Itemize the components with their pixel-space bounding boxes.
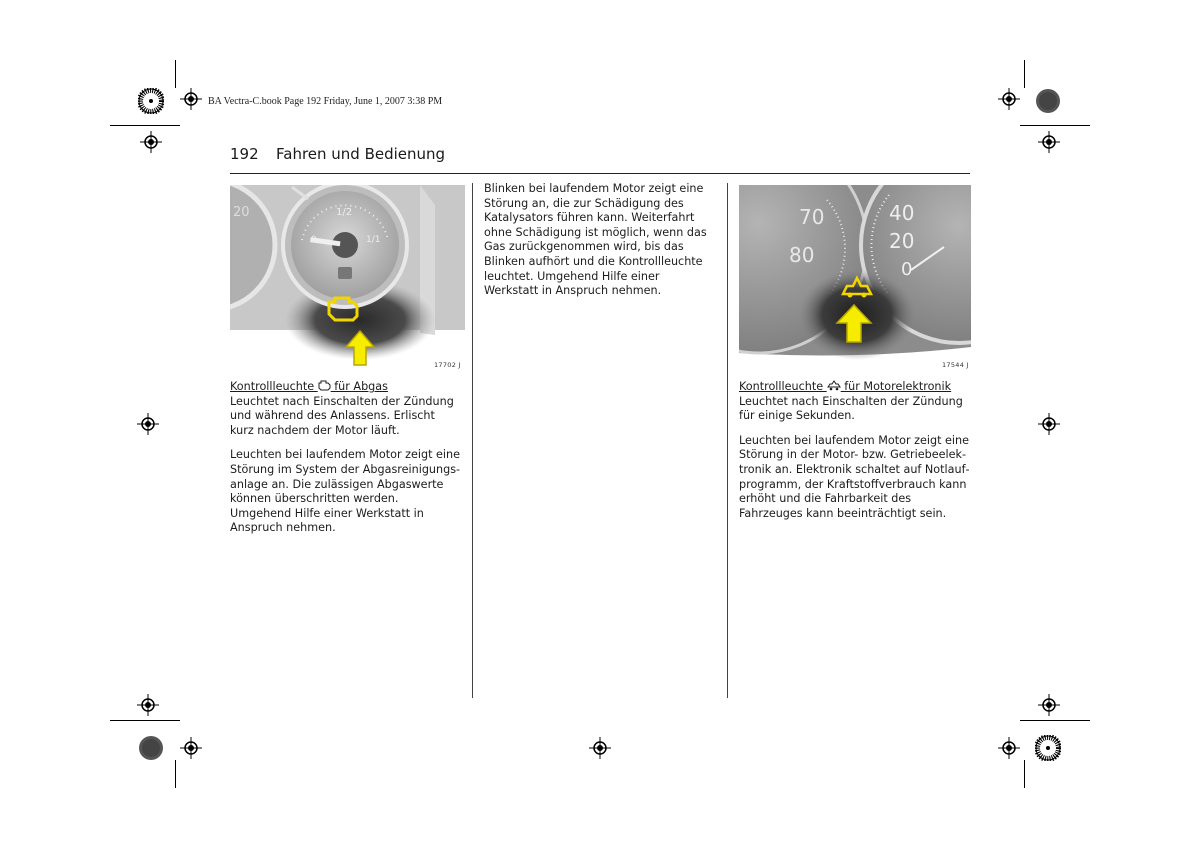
print-header: BA Vectra-C.book Page 192 Friday, June 1, 2007 3:38 PM xyxy=(208,96,443,107)
registration-mark-icon xyxy=(180,88,202,110)
column-2-text xyxy=(484,182,716,309)
registration-mark-icon xyxy=(1038,694,1060,716)
registration-mark-icon xyxy=(998,737,1020,759)
registration-mark-icon xyxy=(1038,131,1060,153)
speedo-label-70: 70 xyxy=(799,205,825,229)
figure-label: 17702 J xyxy=(434,361,461,369)
column-3-text xyxy=(739,380,971,531)
paragraph: Leuchten bei laufendem Motor zeigt eine Störung im System der Abgasreinigungsanlage an. Die zulässigen Abgaswerte können überschritten werden. Umgehend Hilfe einer Werkstatt in Anspruch nehmen. xyxy=(230,448,461,535)
starburst-mark-icon xyxy=(1035,88,1061,114)
paragraph: Leuchten bei laufendem Motor zeigt eine Störung in der Motor- bzw. Getriebeelektronik an. Elektronik schaltet auf Notlaufprogramm, der Kraftstoffverbrauch kann erhöht und die Fahrbarkeit des Fahrzeuges kann beeinträchtigt sein. xyxy=(739,433,970,520)
gauge-label-half: 1/2 xyxy=(336,207,353,218)
figure-label: 17544 J xyxy=(942,361,969,369)
crop-line xyxy=(110,125,180,126)
page-title: Fahren und Bedienung xyxy=(276,145,446,163)
crop-line xyxy=(1024,760,1025,788)
crop-line xyxy=(110,720,180,721)
page-heading xyxy=(230,145,970,174)
starburst-mark-icon xyxy=(1035,735,1061,761)
column-divider-2 xyxy=(727,183,728,698)
gauge-label-0: 0 xyxy=(901,259,913,280)
crop-line xyxy=(1020,720,1090,721)
column-divider-1 xyxy=(472,183,473,698)
caption-exhaust-lamp: Kontrollleuchte für Abgas xyxy=(230,380,388,393)
registration-mark-icon xyxy=(140,131,162,153)
gauge-label-left: 20 xyxy=(233,205,250,220)
engine-electronics-icon xyxy=(827,380,841,391)
registration-mark-icon xyxy=(137,694,159,716)
gauge-label-40: 40 xyxy=(889,201,915,225)
caption-engine-electronics-lamp: Kontrollleuchte für Motorelektronik xyxy=(739,380,952,393)
column-1-text xyxy=(230,380,462,546)
starburst-mark-icon xyxy=(138,88,164,114)
crop-line xyxy=(1024,60,1025,88)
gauge-label-20: 20 xyxy=(889,229,915,253)
figure-engine-electronics-lamp xyxy=(739,185,971,370)
gauge-label-full: 1/1 xyxy=(366,235,381,245)
registration-mark-icon xyxy=(137,413,159,435)
crop-line xyxy=(1020,125,1090,126)
registration-mark-icon xyxy=(180,737,202,759)
registration-mark-icon xyxy=(1038,413,1060,435)
starburst-mark-icon xyxy=(138,735,164,761)
registration-mark-icon xyxy=(998,88,1020,110)
crop-line xyxy=(175,760,176,788)
crop-line xyxy=(175,60,176,88)
registration-mark-icon xyxy=(589,737,611,759)
figure-exhaust-lamp xyxy=(230,185,465,370)
speedo-label-80: 80 xyxy=(789,243,815,267)
gauge-label-empty: 0 xyxy=(311,235,317,245)
page-number: 192 xyxy=(230,145,259,163)
paragraph: Blinken bei laufendem Motor zeigt eine Störung an, die zur Schädigung des Katalysators führen kann. Weiterfahrt ohne Schädigung ist möglich, wenn das Gas zurückgenommen wird, bis das Blinken aufhört und die Kontrollleuchte leuchtet. Umgehend Hilfe einer Werkstatt in Anspruch nehmen. xyxy=(484,182,707,298)
paragraph: Leuchtet nach Einschalten der Zündung für einige Sekunden. xyxy=(739,394,963,423)
check-engine-icon xyxy=(318,380,331,391)
paragraph: Leuchtet nach Einschalten der Zündung und während des Anlassens. Erlischt kurz nachdem der Motor läuft. xyxy=(230,394,454,437)
dashboard-speedometer-image xyxy=(739,185,971,370)
